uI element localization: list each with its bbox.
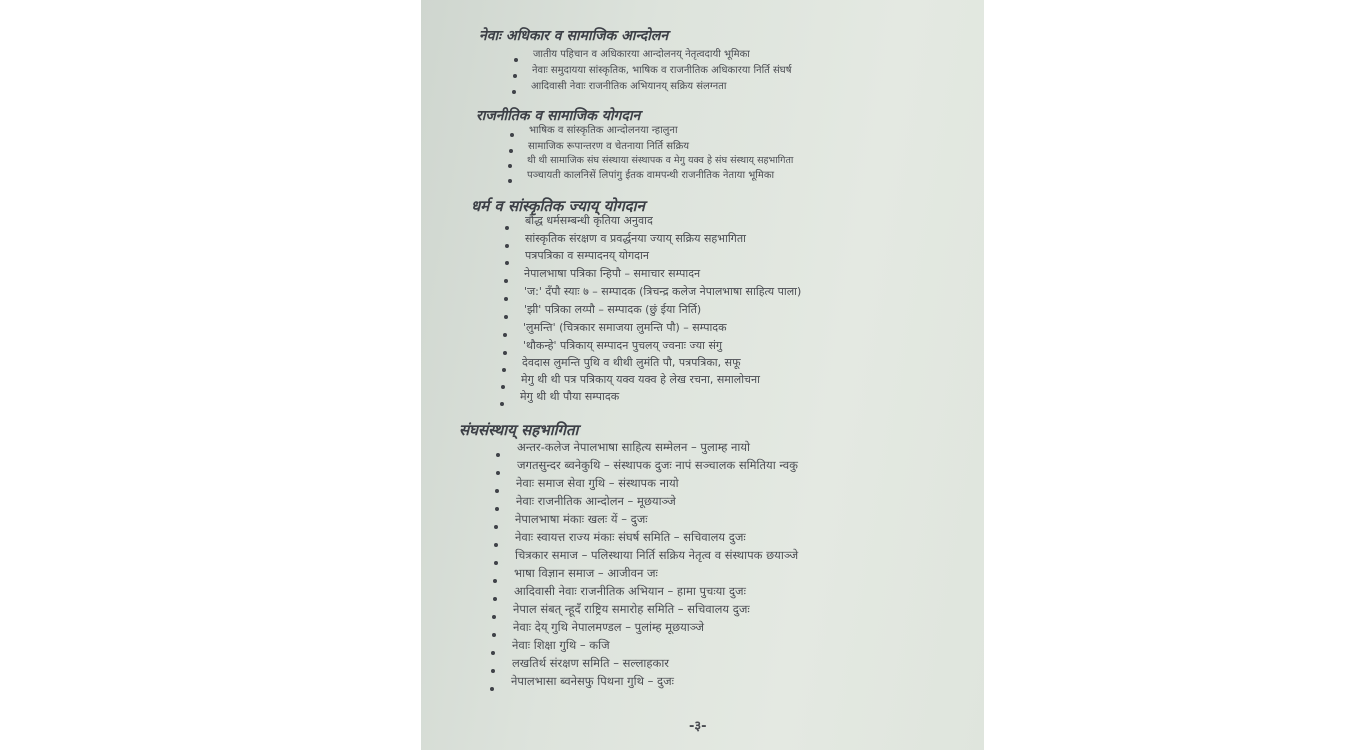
list-item: नेपाल संबत् न्हूदँ राष्ट्रिय समारोह समिति – सचिवालय दुजः (513, 602, 750, 616)
bullet-icon (514, 58, 518, 62)
bullet-icon (505, 244, 509, 248)
list-item: थी थी सामाजिक संघ संस्थाया संस्थापक व मेगु यक्व हे संघ संस्थाय् सहभागिता (527, 155, 794, 166)
list-item: लखतिर्थ संरक्षण समिति – सल्लाहकार (512, 656, 670, 670)
bullet-icon (512, 90, 516, 94)
list-item: अन्तर-कलेज नेपालभाषा साहित्य सम्मेलन – पुलाम्ह नायो (517, 440, 750, 454)
bullet-icon (508, 164, 512, 168)
bullet-icon (494, 525, 498, 529)
section-heading: संघसंस्थाय् सहभागिता (459, 421, 579, 439)
bullet-icon (509, 149, 513, 153)
section-heading: धर्म व सांस्कृतिक ज्याय् योगदान (471, 197, 645, 215)
bullet-icon (494, 543, 498, 547)
bullet-icon (503, 351, 507, 355)
bullet-icon (492, 633, 496, 637)
list-item: आदिवासी नेवाः राजनीतिक अभियान – हामा पुचःया दुजः (514, 584, 746, 598)
bullet-icon (501, 385, 505, 389)
list-item: चित्रकार समाज – पलिस्थाया निर्ति सक्रिय नेतृत्व व संस्थापक छयाञ्जे (515, 548, 799, 562)
list-item: सांस्कृतिक संरक्षण व प्रवर्द्धनया ज्याय् सक्रिय सहभागिता (525, 232, 746, 245)
list-item: नेपालभासा ब्वनेसफु पिथना गुथि – दुजः (511, 674, 674, 688)
bullet-icon (500, 402, 504, 406)
list-item: नेवाः समाज सेवा गुथि – संस्थापक नायो (516, 476, 679, 490)
bullet-icon (508, 179, 512, 183)
bullet-icon (496, 471, 500, 475)
list-item: नेवाः राजनीतिक आन्दोलन – मूछयाञ्जे (516, 494, 676, 508)
section-heading: नेवाः अधिकार व सामाजिक आन्दोलन (479, 28, 669, 44)
bullet-icon (504, 279, 508, 283)
list-item: पञ्चायती कालनिसें लिपांगु ईतक वामपन्थी राजनीतिक नेताया भूमिका (527, 170, 775, 181)
list-item: सामाजिक रूपान्तरण व चेतनाया निर्ति सक्रिय (528, 141, 690, 152)
list-item: नेपालभाषा पत्रिका न्हिपौ – समाचार सम्पादन (524, 267, 701, 280)
list-item: 'झी' पत्रिका लय्पौ – सम्पादक (छुं ईया निर्ति) (524, 303, 702, 316)
list-item: जगतसुन्दर ब्वनेकुथि – संस्थापक दुजः नापं सञ्चालक समितिया न्वकु (517, 458, 798, 472)
list-item: देवदास लुमन्ति पुथि व थीथी लुमंति पौ, पत्रपत्रिका, सफू (522, 356, 741, 369)
list-item: नेवाः समुदायया सांस्कृतिक, भाषिक व राजनीतिक अधिकारया निर्ति संघर्ष (532, 65, 792, 76)
list-item: नेवाः शिक्षा गुथि – कजि (512, 638, 610, 652)
bullet-icon (505, 261, 509, 265)
list-item: आदिवासी नेवाः राजनीतिक अभियानय् सक्रिय संलग्नता (531, 81, 727, 92)
list-item: बौद्ध धर्मसम्बन्धी कृतिया अनुवाद (525, 214, 653, 227)
list-item: नेवाः स्वायत्त राज्य मंकाः संघर्ष समिति – सचिवालय दुजः (515, 530, 746, 544)
bullet-icon (491, 669, 495, 673)
bullet-icon (505, 226, 509, 230)
list-item: 'थौकन्हे' पत्रिकाय् सम्पादन पुचलय् ज्वनाः ज्या संगु (523, 339, 723, 352)
document-page (421, 0, 984, 750)
bullet-icon (503, 333, 507, 337)
list-item: 'लुमन्ति' (चित्रकार समाजया लुमन्ति पौ) – सम्पादक (523, 321, 727, 334)
bullet-icon (513, 74, 517, 78)
bullet-icon (504, 315, 508, 319)
bullet-icon (495, 489, 499, 493)
list-item: नेपालभाषा मंकाः खलः यें – दुजः (515, 512, 648, 526)
list-item: नेवाः देय् गुथि नेपालमण्डल – पुलांम्ह मूछयाञ्जे (513, 620, 705, 634)
bullet-icon (496, 453, 500, 457)
bullet-icon (493, 579, 497, 583)
list-item: मेगु थी थी पत्र पत्रिकाय् यक्व यक्व हे लेख रचना, समालोचना (521, 373, 760, 386)
list-item: 'ज:' दँपौ स्याः ७ – सम्पादक (त्रिचन्द्र कलेज नेपालभाषा साहित्य पाला) (524, 285, 802, 298)
bullet-icon (491, 651, 495, 655)
list-item: मेगु थी थी पौया सम्पादक (520, 390, 620, 403)
bullet-icon (495, 507, 499, 511)
bullet-icon (494, 561, 498, 565)
list-item: जातीय पहिचान व अधिकारया आन्दोलनय् नेतृत्वदायी भूमिका (533, 49, 750, 60)
list-item: भाषा विज्ञान समाज – आजीवन जः (514, 566, 658, 580)
section-heading: राजनीतिक व सामाजिक योगदान (476, 108, 641, 124)
bullet-icon (502, 368, 506, 372)
bullet-icon (510, 133, 514, 137)
list-item: भाषिक व सांस्कृतिक आन्दोलनया न्हालुना (529, 125, 678, 136)
page-number: -३- (689, 719, 707, 734)
bullet-icon (504, 297, 508, 301)
bullet-icon (490, 687, 494, 691)
list-item: पत्रपत्रिका व सम्पादनय् योगदान (525, 249, 649, 262)
bullet-icon (493, 597, 497, 601)
bullet-icon (492, 615, 496, 619)
